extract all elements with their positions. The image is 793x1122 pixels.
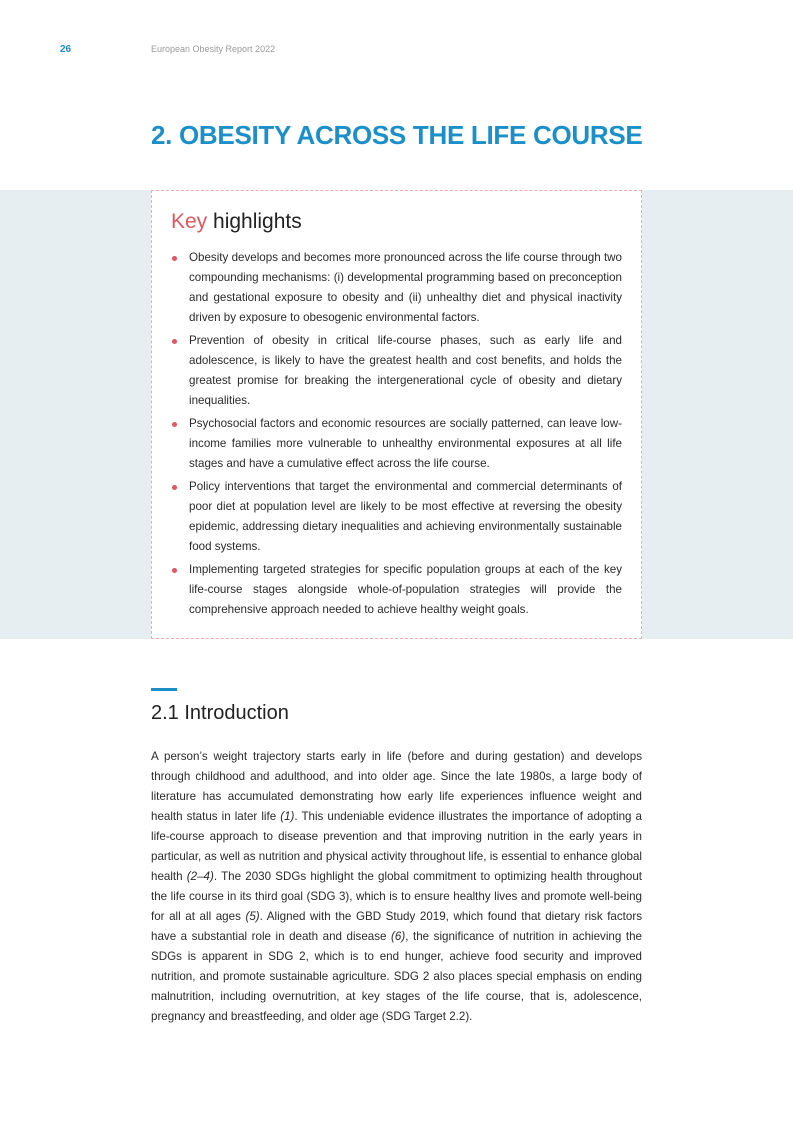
key-highlights-heading xyxy=(171,208,622,236)
paragraph-text: . Aligned with the GBD Study 2019, which found that dietary risk factors have a substantial role in death and disease xyxy=(151,910,642,943)
highlights-heading-rest: highlights xyxy=(207,210,302,233)
paragraph-text: , the significance of nutrition in achieving the SDGs is apparent in SDG 2, which is to end hunger, achieve food security and improved nutrition, and promote sustainable agriculture. SDG 2 also places special emphasis on ending malnutrition, including overnutrition, at key stages of the life course, that is, adolescence, pregnancy and breastfeeding, and older age (SDG Target 2.2). xyxy=(151,930,642,1023)
citation-ref: (1) xyxy=(280,810,295,823)
highlight-item: Prevention of obesity in critical life-course phases, such as early life and adolescence, is likely to have the greatest health and cost benefits, and holds the greatest promise for breaking the intergenerational cycle of obesity and dietary inequalities. xyxy=(171,331,622,411)
key-highlights-box xyxy=(151,190,642,639)
citation-ref: (6) xyxy=(391,930,406,943)
paragraph-text: . The 2030 SDGs highlight the global commitment to optimizing health throughout the life course in its third goal (SDG 3), which is to ensure healthy lives and promote well-being for all at all ages xyxy=(151,870,643,923)
page-number: 26 xyxy=(60,44,72,55)
section-rule xyxy=(151,688,177,691)
highlights-heading-accent: Key xyxy=(171,210,208,233)
running-header: European Obesity Report 2022 xyxy=(151,44,276,54)
highlight-item: Policy interventions that target the environmental and commercial determinants of poor diet at population level are likely to be most effective at reversing the obesity epidemic, addressing dietary inequalities and achieving environmentally sustainable food systems. xyxy=(171,477,622,557)
paragraph-text: . This undeniable evidence illustrates the importance of adopting a life-course approach to disease prevention and that improving nutrition in the early years in particular, as well as nutrition and physical activity throughout life, is essential to enhance global health xyxy=(151,810,642,883)
citation-ref: (2–4) xyxy=(186,870,214,883)
citation-ref: (5) xyxy=(245,910,260,923)
section-heading: 2.1 Introduction xyxy=(151,702,289,724)
introduction-paragraph xyxy=(151,747,642,1027)
paragraph-text: A person’s weight trajectory starts early in life (before and during gestation) and develops through childhood and adulthood, and into older age. Since the late 1980s, a large body of literature has accumulated demonstrating how early life experiences influence weight and health status in later life xyxy=(151,750,642,823)
chapter-title: 2. OBESITY ACROSS THE LIFE COURSE xyxy=(151,120,643,150)
highlight-item: Implementing targeted strategies for specific population groups at each of the key life-course stages alongside whole-of-population strategies will provide the comprehensive approach needed to achieve healthy weight goals. xyxy=(171,560,622,620)
highlight-item: Obesity develops and becomes more pronounced across the life course through two compounding mechanisms: (i) developmental programming based on preconception and gestational exposure to obesity and (ii) unhealthy diet and physical inactivity driven by exposure to obesogenic environmental factors. xyxy=(171,248,622,328)
highlight-item: Psychosocial factors and economic resources are socially patterned, can leave low-income families more vulnerable to unhealthy environmental exposures at all life stages and have a cumulative effect across the life course. xyxy=(171,414,622,474)
highlights-list xyxy=(171,248,622,620)
